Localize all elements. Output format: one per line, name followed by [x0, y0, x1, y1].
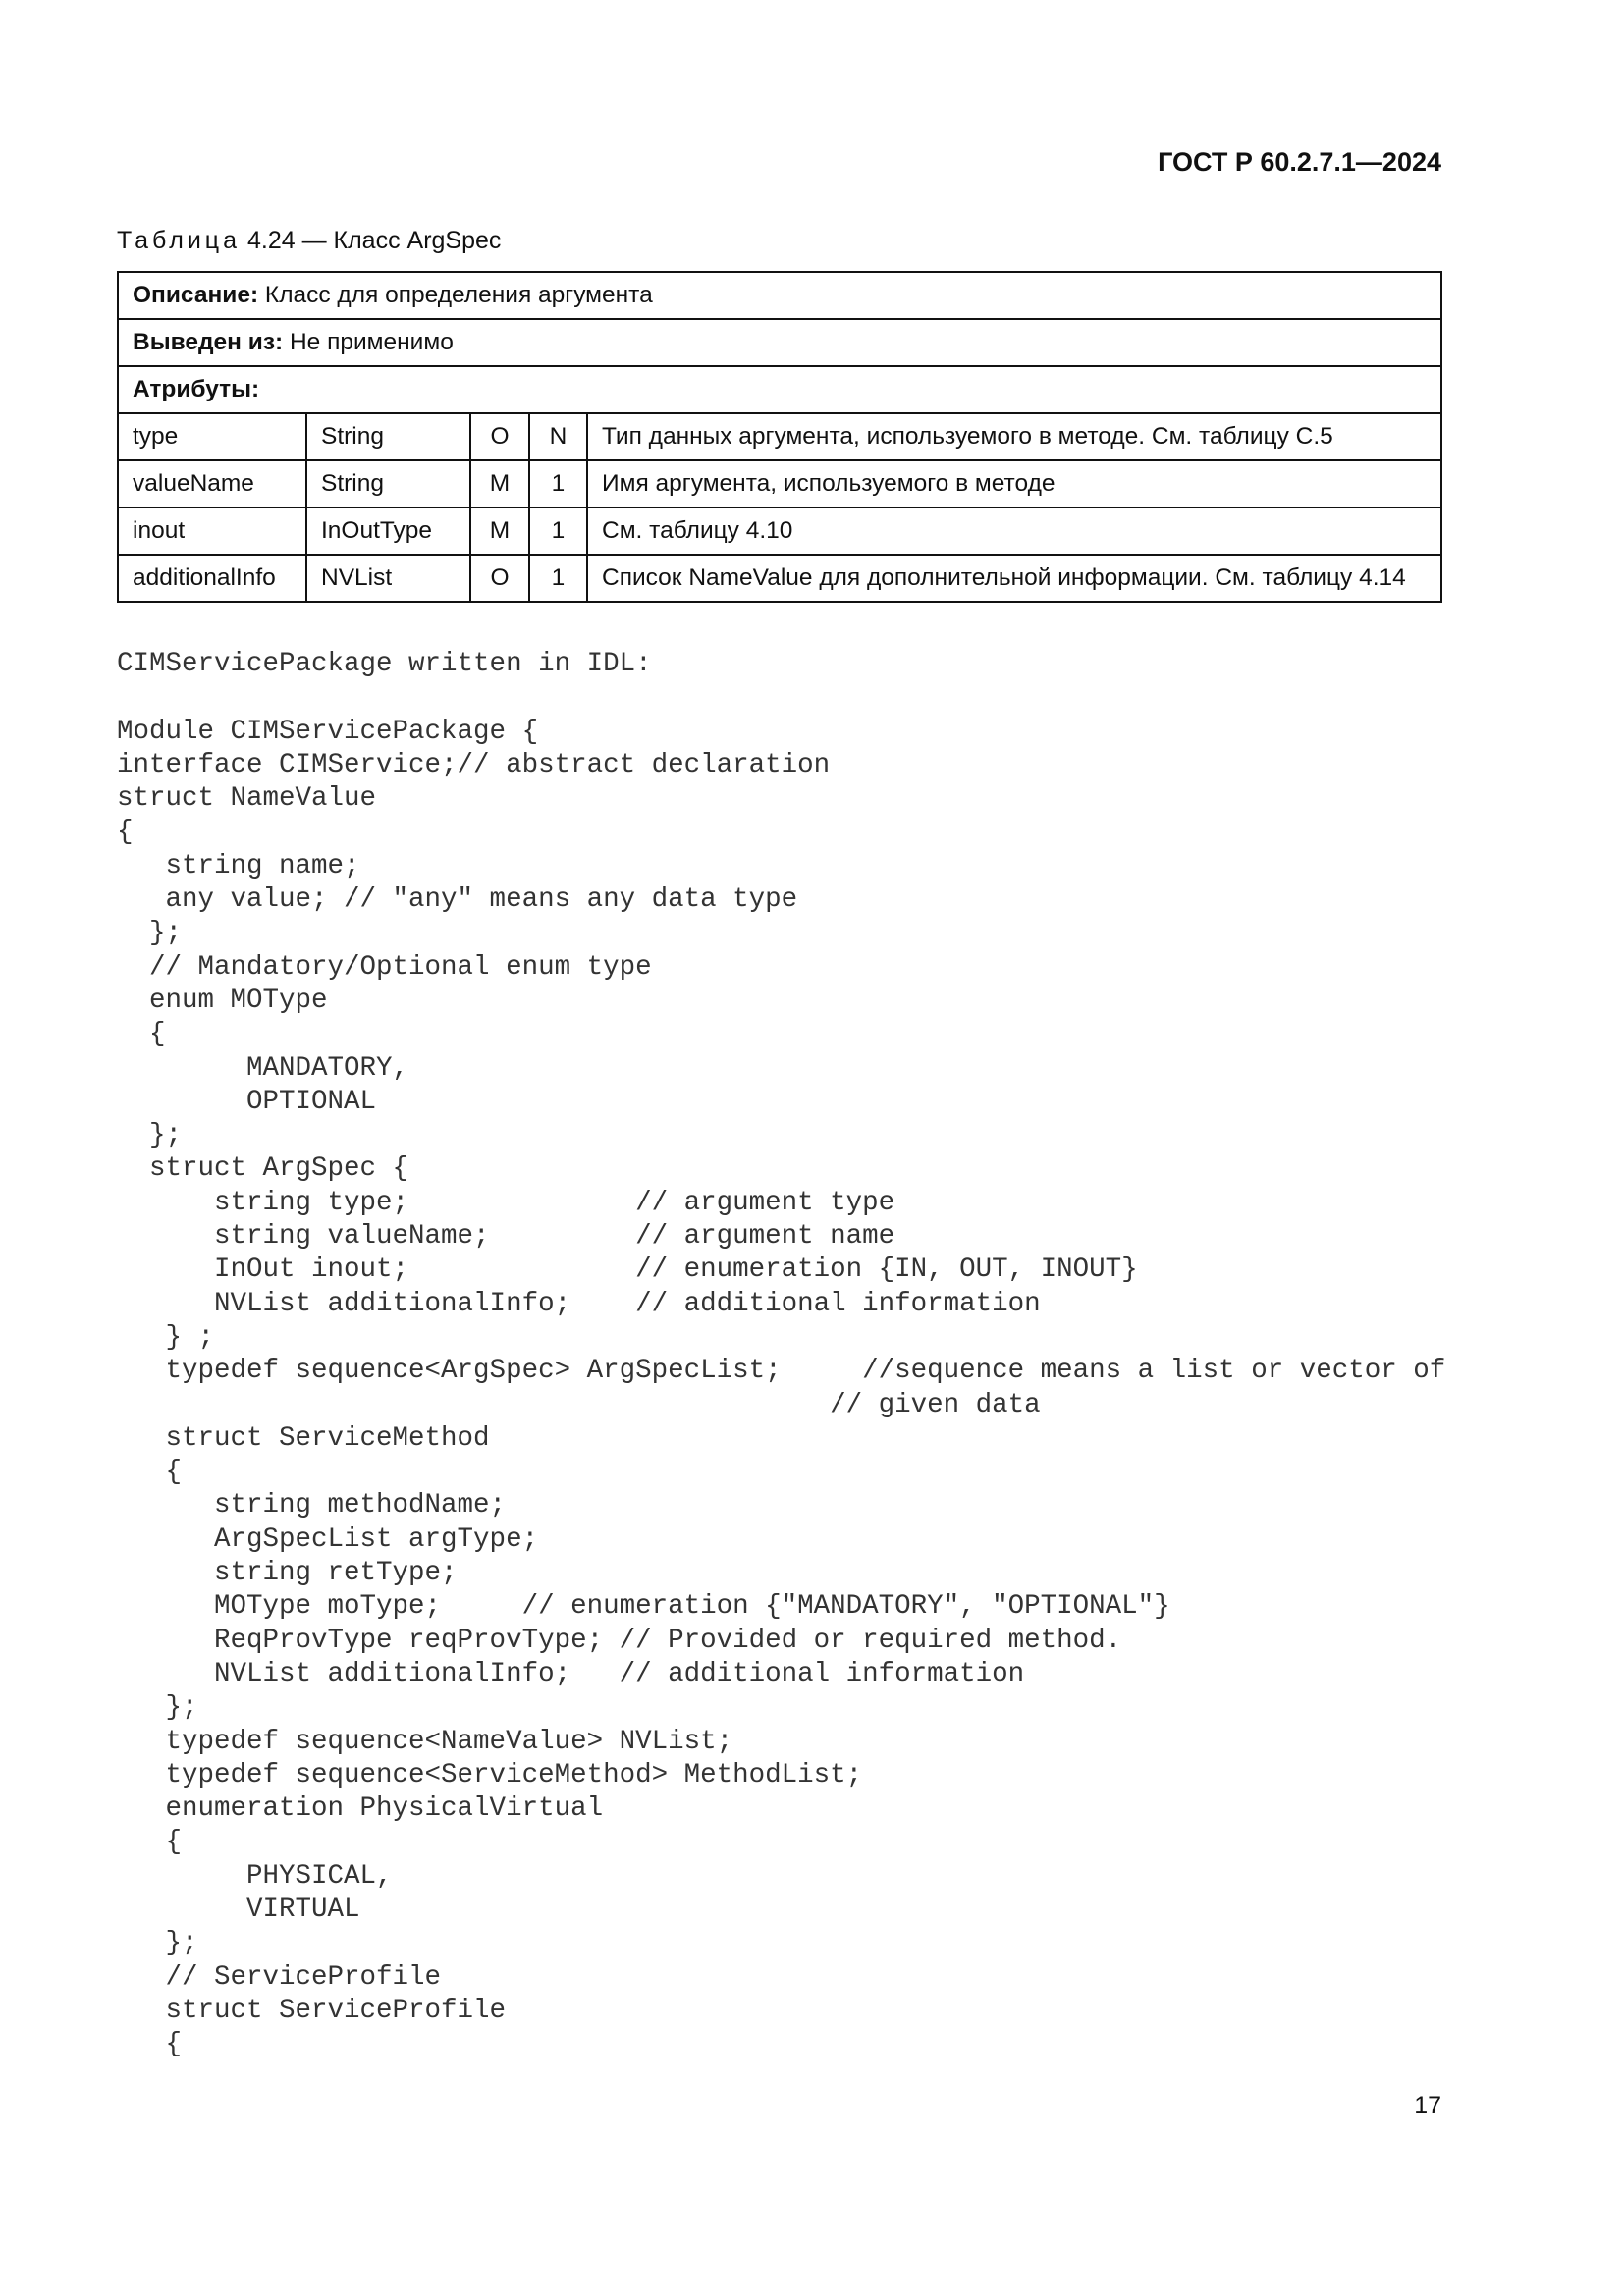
- attributes-row: [118, 366, 1441, 413]
- cell: NVList: [306, 555, 470, 602]
- argspec-table: [117, 271, 1442, 603]
- description-value: Класс для определения аргумента: [258, 282, 653, 308]
- cell: Имя аргумента, используемого в методе: [587, 460, 1441, 507]
- cell: 1: [529, 507, 587, 555]
- cell: Список NameValue для дополнительной информации. См. таблицу 4.14: [587, 555, 1441, 602]
- cell: O: [470, 555, 529, 602]
- derived-label: Выведен из:: [133, 329, 284, 355]
- table-row: [118, 413, 1441, 460]
- cell: valueName: [118, 460, 306, 507]
- attributes-label: Атрибуты:: [133, 376, 260, 402]
- document-id: ГОСТ Р 60.2.7.1—2024: [1158, 147, 1441, 177]
- table-row: [118, 460, 1441, 507]
- cell: Тип данных аргумента, используемого в методе. См. таблицу С.5: [587, 413, 1441, 460]
- cell: M: [470, 507, 529, 555]
- cell: N: [529, 413, 587, 460]
- cell: O: [470, 413, 529, 460]
- cell: 1: [529, 460, 587, 507]
- cell: См. таблицу 4.10: [587, 507, 1441, 555]
- cell: inout: [118, 507, 306, 555]
- cell: additionalInfo: [118, 555, 306, 602]
- derived-value: Не применимо: [283, 329, 454, 355]
- cell: InOutType: [306, 507, 470, 555]
- caption-title: 4.24 — Класс ArgSpec: [241, 227, 502, 254]
- cell: String: [306, 460, 470, 507]
- description-row: [118, 272, 1441, 319]
- page-number: 17: [1414, 2092, 1441, 2119]
- derived-row: [118, 319, 1441, 366]
- idl-code-block: CIMServicePackage written in IDL: Module CIMServicePackage { interface CIMService;// abstract declaration struct NameValue { string name; any value; // "any" means any data type }; // Mandatory/Optional enum type enum MOType { MANDATORY, OPTIONAL }; struct ArgSpec { string type; // argument type string valueName; // argument name InOut inout; // enumeration {IN, OUT, INOUT} NVList additionalInfo; // additional information } ; typedef sequence<ArgSpec> ArgSpecList; //sequence means a list or vector of // given data struct ServiceMethod { string methodName; ArgSpecList argType; string retType; MOType moType; // enumeration {"MANDATORY", "OPTIONAL"} ReqProvType reqProvType; // Provided or required method. NVList additionalInfo; // additional information }; typedef sequence<NameValue> NVList; typedef sequence<ServiceMethod> MethodList; enumeration PhysicalVirtual { PHYSICAL, VIRTUAL }; // ServiceProfile struct ServiceProfile {: [117, 649, 1446, 2060]
- cell: 1: [529, 555, 587, 602]
- cell: String: [306, 413, 470, 460]
- caption-prefix: Таблица: [117, 227, 242, 254]
- cell: M: [470, 460, 529, 507]
- table-caption: [117, 227, 501, 255]
- table-row: [118, 555, 1441, 602]
- table-row: [118, 507, 1441, 555]
- cell: type: [118, 413, 306, 460]
- description-label: Описание:: [133, 282, 259, 308]
